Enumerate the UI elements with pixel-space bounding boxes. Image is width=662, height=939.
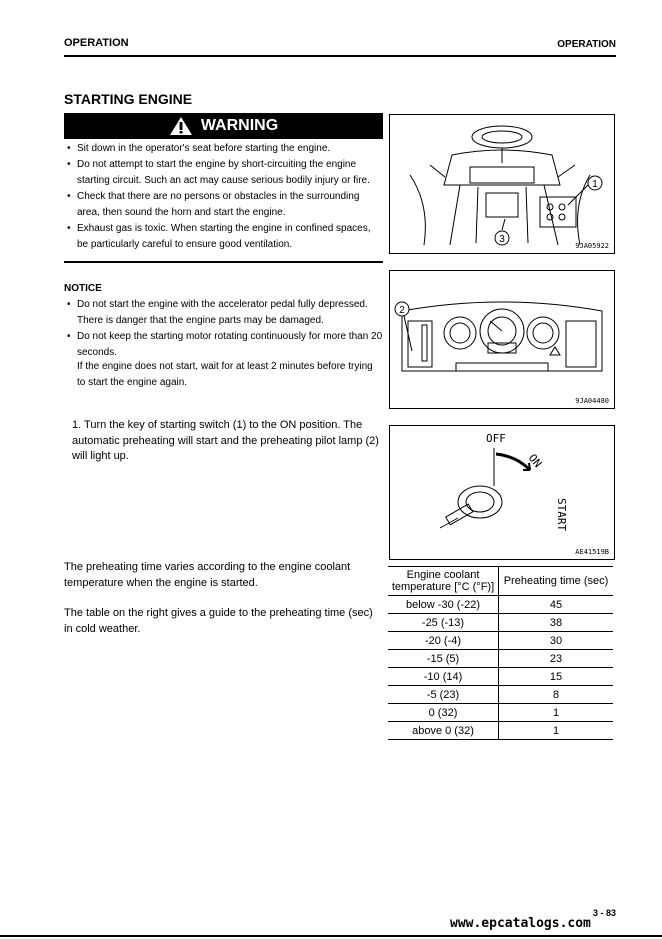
key-switch-figure [389, 425, 615, 560]
temp-cell: -20 (-4) [388, 632, 499, 650]
key-start-label: START [555, 498, 568, 532]
time-cell: 1 [499, 704, 614, 722]
key-off-label: OFF [486, 432, 506, 445]
callout-1: 1 [592, 179, 598, 190]
cab-figure [389, 114, 615, 254]
notice-item: • Do not start the engine with the accelerator pedal fully depressed. There is danger that the engine parts may be damaged. [64, 297, 383, 329]
time-cell: 15 [499, 668, 614, 686]
table-header-row [388, 567, 613, 596]
time-cell: 1 [499, 722, 614, 740]
table-row [388, 722, 613, 740]
preheating-table [388, 566, 613, 740]
panel-figure [389, 270, 615, 409]
warning-banner [64, 113, 383, 139]
temp-cell: -25 (-13) [388, 614, 499, 632]
footer-url-link[interactable]: www.epcatalogs.com [450, 916, 591, 931]
warning-list [64, 141, 383, 253]
table-row [388, 632, 613, 650]
callout-2: 2 [399, 305, 405, 316]
fig2-code: 9JA04480 [575, 397, 609, 405]
header-preheat-time: Preheating time (sec) [499, 567, 614, 596]
warning-triangle-icon [169, 116, 193, 136]
header-rule [64, 55, 616, 57]
table-row [388, 614, 613, 632]
key-switch-illustration [390, 426, 614, 559]
notice-label: NOTICE [64, 283, 102, 294]
warning-item: • Check that there are no persons or obstacles in the surrounding area, then sound the horn and start the engine. [64, 189, 383, 221]
panel-illustration [390, 271, 614, 408]
warning-item: • Sit down in the operator's seat before starting the engine. [64, 141, 383, 157]
table-row [388, 704, 613, 722]
warning-item: • Exhaust gas is toxic. When starting the engine in confined spaces, be particularly careful to ensure good ventilation. [64, 221, 383, 253]
time-cell: 38 [499, 614, 614, 632]
time-cell: 30 [499, 632, 614, 650]
temp-cell: 0 (32) [388, 704, 499, 722]
warning-label: WARNING [200, 117, 279, 134]
cab-illustration [390, 115, 614, 253]
footer-rule [0, 935, 662, 937]
table-row [388, 650, 613, 668]
time-cell: 23 [499, 650, 614, 668]
page-number: 3 - 83 [592, 908, 616, 918]
temp-cell: -10 (14) [388, 668, 499, 686]
table-row [388, 596, 613, 614]
callout-3: 3 [499, 234, 505, 245]
fig3-code: AE41519B [575, 548, 609, 556]
header-coolant-temp: Engine coolant temperature [°C (°F)] [388, 567, 499, 596]
step-1: 1. Turn the key of starting switch (1) to the ON position. The automatic preheating will start and the preheating pilot lamp (2) will light up. [72, 419, 379, 462]
temp-cell: above 0 (32) [388, 722, 499, 740]
temp-cell: below -30 (-22) [388, 596, 499, 614]
time-cell: 45 [499, 596, 614, 614]
table-row [388, 686, 613, 704]
temp-cell: -15 (5) [388, 650, 499, 668]
preheat-paragraph: The preheating time varies according to the engine coolant temperature when the engine is started. [64, 561, 351, 589]
fig1-code: 9JA05922 [575, 242, 609, 250]
header-left: OPERATION [64, 37, 129, 49]
table-row [388, 668, 613, 686]
header-right: OPERATION [557, 39, 616, 50]
table-guide-paragraph: The table on the right gives a guide to the preheating time (sec) in cold weather. [64, 607, 373, 635]
notice-item: • Do not keep the starting motor rotating continuously for more than 20 seconds. [64, 329, 383, 361]
notice-extra: If the engine does not start, wait for at least 2 minutes before trying to start the engine again. [77, 361, 373, 388]
warning-item: • Do not attempt to start the engine by short-circuiting the engine starting circuit. Such an act may cause serious bodily injury or fire. [64, 157, 383, 189]
temp-cell: -5 (23) [388, 686, 499, 704]
key-on-label: ON [525, 451, 545, 471]
warning-bottom-rule [64, 261, 383, 263]
notice-list [64, 297, 383, 361]
section-title: STARTING ENGINE [64, 91, 193, 107]
time-cell: 8 [499, 686, 614, 704]
